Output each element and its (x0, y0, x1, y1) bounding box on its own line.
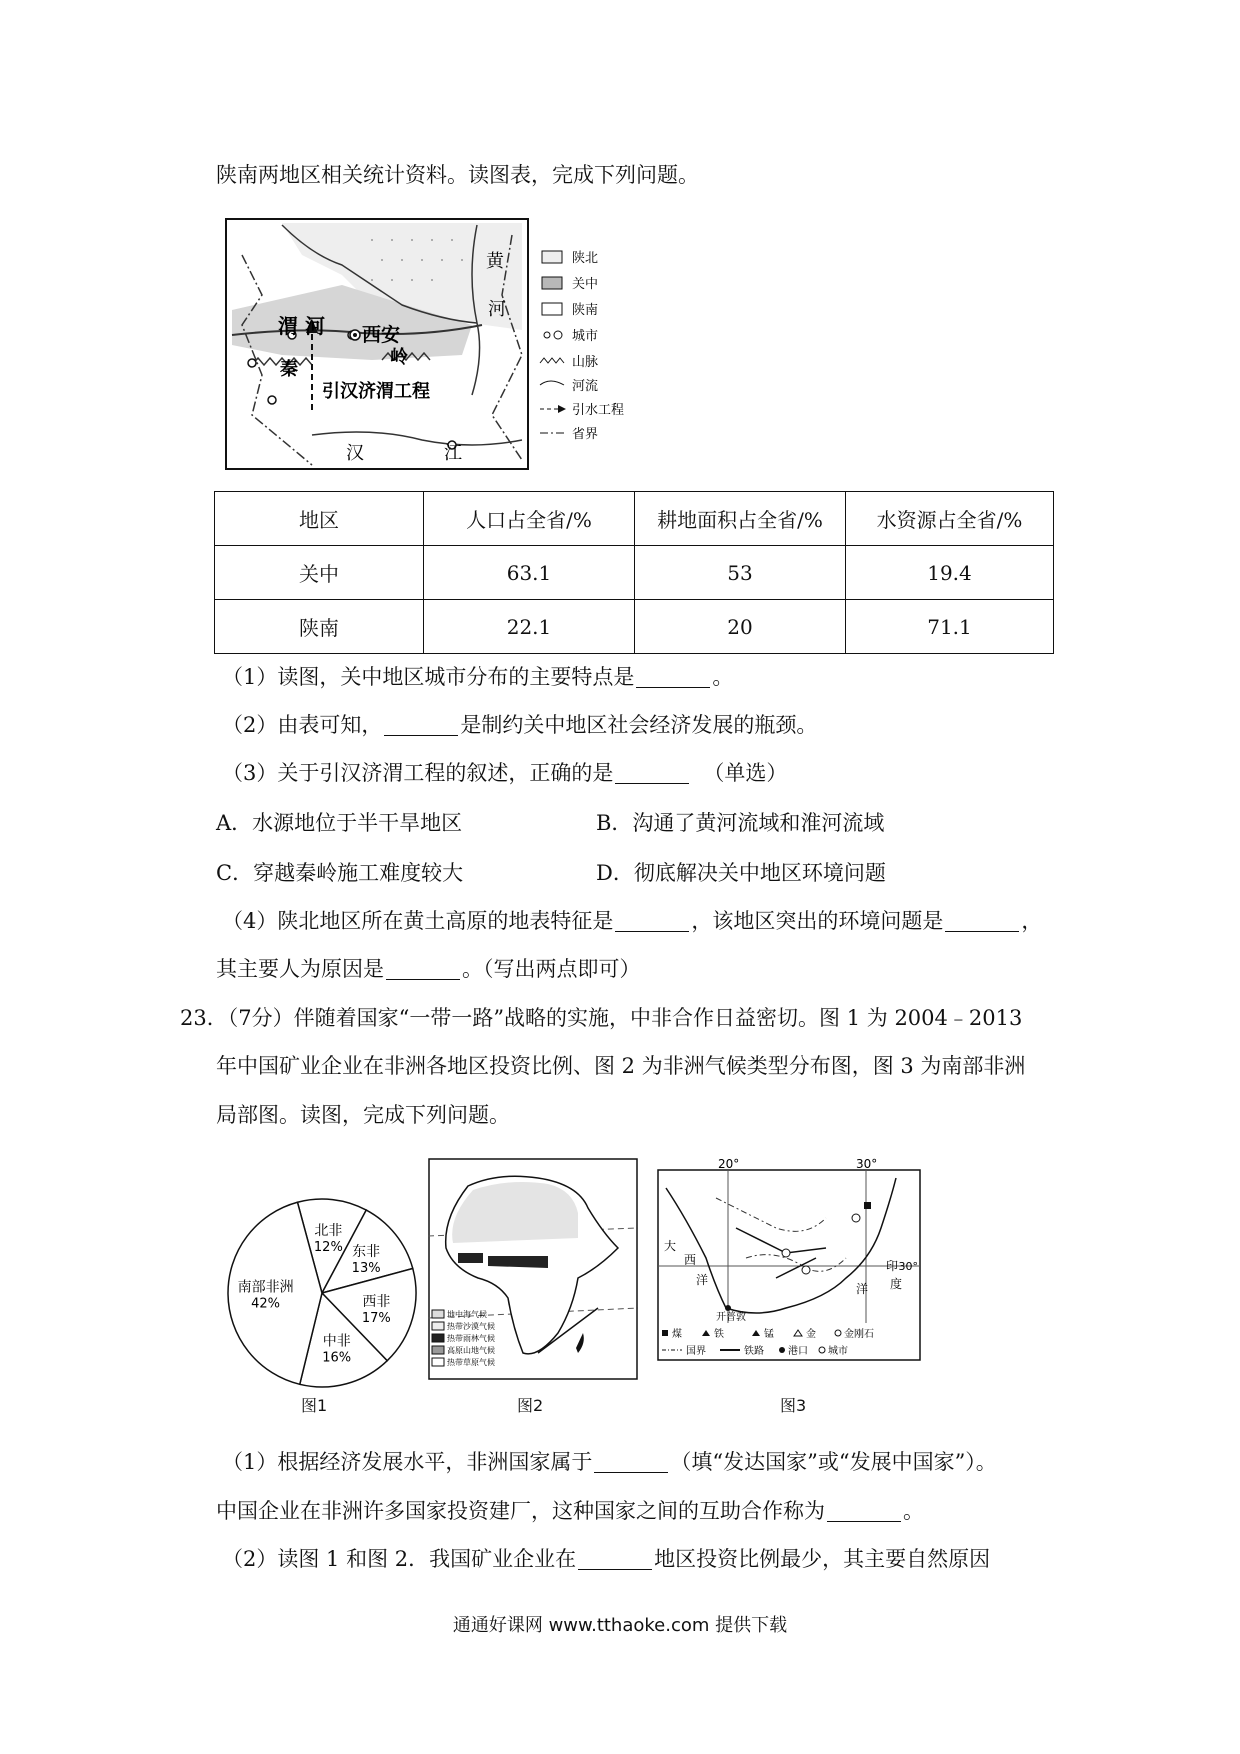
pie-value-label: 13% (351, 1260, 381, 1276)
q23-part2: （2）读图 1 和图 2．我国矿业企业在 地区投资比例最少，其主要自然原因 (222, 1547, 991, 1571)
q22-part2: （2）由表可知， 是制约关中地区社会经济发展的瓶颈。 (222, 713, 818, 737)
svg-text:铁: 铁 (714, 1329, 724, 1340)
svg-text:金: 金 (806, 1329, 816, 1340)
svg-text:城市: 城市 (828, 1346, 848, 1357)
fig1-pie (222, 1185, 422, 1415)
svg-text:热带雨林气候: 热带雨林气候 (447, 1334, 495, 1343)
table-row (215, 546, 1054, 600)
table-cell: 陕南 (215, 600, 424, 654)
pie-category-label: 东非 (352, 1243, 381, 1260)
svg-text:陕北: 陕北 (572, 251, 599, 266)
table-cell: 19.4 (846, 546, 1054, 600)
svg-text:开普敦: 开普敦 (716, 1312, 746, 1323)
svg-text:大: 大 (664, 1239, 677, 1253)
fig1-caption: 图1 (301, 1396, 328, 1415)
q23-stem-line3: 局部图。读图，完成下列问题。 (216, 1103, 510, 1127)
answer-blank[interactable] (615, 909, 689, 932)
pie-category-label: 北非 (314, 1222, 343, 1239)
pie-value-label: 16% (322, 1350, 352, 1366)
table-cell: 关中 (215, 546, 424, 600)
q23-stem-line2: 年中国矿业企业在非洲各地区投资比例、图 2 为非洲气候类型分布图，图 3 为南部非洲 (216, 1054, 1026, 1078)
stats-table (214, 491, 1054, 654)
svg-text:国界: 国界 (686, 1346, 706, 1357)
svg-text:汉: 汉 (346, 443, 364, 464)
shaanxi-map (222, 215, 642, 475)
table-cell: 63.1 (424, 546, 635, 600)
pie-category-label: 西非 (362, 1294, 391, 1311)
svg-text:热带草原气候: 热带草原气候 (447, 1358, 495, 1367)
svg-text:地中海气候: 地中海气候 (447, 1310, 487, 1319)
fig3-southern-africa-map (656, 1158, 922, 1373)
table-header-row (215, 492, 1054, 546)
q23-part1-cont: 中国企业在非洲许多国家投资建厂，这种国家之间的互助合作称为 。 (216, 1499, 924, 1523)
table-cell: 71.1 (846, 600, 1054, 654)
intro-line: 陕南两地区相关统计资料。读图表，完成下列问题。 (216, 163, 699, 187)
answer-blank[interactable] (578, 1547, 652, 1570)
table-header: 水资源占全省/% (846, 492, 1054, 546)
svg-text:锰: 锰 (764, 1329, 774, 1340)
svg-text:30°: 30° (856, 1158, 878, 1171)
fig2-caption: 图2 (517, 1396, 544, 1415)
fig2-legend (432, 1309, 495, 1367)
svg-text:秦: 秦 (280, 359, 298, 380)
table-header: 地区 (215, 492, 424, 546)
pie-value-label: 42% (251, 1296, 281, 1312)
answer-blank[interactable] (636, 665, 710, 688)
svg-text:高原山地气候: 高原山地气候 (447, 1346, 495, 1355)
q22-part4: （4）陕北地区所在黄土高原的地表特征是 ，该地区突出的环境问题是 ， (222, 909, 1043, 933)
pie-value-label: 12% (313, 1239, 343, 1255)
option-b[interactable]: B．沟通了黄河流域和淮河流域 (596, 811, 885, 835)
page-footer: 通通好课网 www.tthaoke.com 提供下载 (452, 1615, 788, 1636)
xian-label: 西安 (362, 324, 401, 346)
svg-text:煤: 煤 (672, 1329, 682, 1340)
svg-text:城市: 城市 (572, 329, 599, 344)
rainforest-zone (488, 1256, 548, 1268)
answer-blank[interactable] (827, 1499, 901, 1522)
table-header: 耕地面积占全省/% (635, 492, 846, 546)
svg-text:洋: 洋 (696, 1273, 709, 1287)
shaanxi-map-figure (222, 215, 642, 475)
table-header: 人口占全省/% (424, 492, 635, 546)
option-d[interactable]: D．彻底解决关中地区环境问题 (596, 861, 886, 885)
pie-category-label: 中非 (322, 1333, 351, 1350)
answer-blank[interactable] (594, 1450, 668, 1473)
q23-stem-line1: 23．（7分）伴随着国家“一带一路”战略的实施，中非合作日益密切。图 1 为 2004﹣2013 (180, 1006, 1023, 1030)
svg-text:关中: 关中 (572, 277, 599, 292)
q22-part1: （1）读图，关中地区城市分布的主要特点是 。 (222, 665, 734, 689)
svg-text:河流: 河流 (572, 379, 599, 394)
table-row (215, 600, 1054, 654)
svg-text:山脉: 山脉 (572, 355, 599, 370)
svg-text:岭: 岭 (390, 347, 408, 368)
fig2-africa-map (428, 1158, 638, 1380)
table-cell: 22.1 (424, 600, 635, 654)
pie-value-label: 17% (361, 1311, 391, 1327)
table-cell: 53 (635, 546, 846, 600)
answer-blank[interactable] (945, 909, 1019, 932)
svg-text:铁路: 铁路 (744, 1346, 764, 1357)
q22-part3: （3）关于引汉济渭工程的叙述，正确的是 （单选） (222, 761, 788, 785)
svg-text:港口: 港口 (788, 1346, 808, 1357)
svg-text:度: 度 (890, 1277, 903, 1291)
svg-text:金刚石: 金刚石 (844, 1329, 874, 1340)
svg-text:河: 河 (488, 299, 506, 320)
fig3-caption: 图3 (780, 1396, 807, 1415)
q22-part4-cont: 其主要人为原因是 。（写出两点即可） (216, 957, 641, 981)
answer-blank[interactable] (615, 761, 689, 784)
option-a[interactable]: A．水源地位于半干旱地区 (216, 811, 463, 835)
svg-text:黄: 黄 (486, 251, 504, 272)
option-c[interactable]: C．穿越秦岭施工难度较大 (216, 861, 464, 885)
pie-chart (222, 1185, 422, 1415)
svg-text:30°: 30° (898, 1260, 918, 1273)
map-legend (540, 250, 624, 442)
answer-blank[interactable] (384, 713, 458, 736)
svg-text:热带沙漠气候: 热带沙漠气候 (447, 1322, 495, 1331)
table-cell: 20 (635, 600, 846, 654)
svg-text:洋: 洋 (856, 1282, 869, 1296)
svg-text:陕南: 陕南 (572, 303, 599, 318)
svg-text:引水工程: 引水工程 (572, 403, 625, 418)
svg-text:省界: 省界 (572, 427, 599, 442)
q23-part1: （1）根据经济发展水平，非洲国家属于 （填“发达国家”或“发展中国家”）。 (222, 1450, 997, 1474)
svg-text:印: 印 (886, 1259, 899, 1273)
svg-text:西: 西 (684, 1253, 697, 1267)
wei-he-label: 渭 河 (278, 314, 325, 338)
svg-text:江: 江 (444, 443, 462, 464)
answer-blank[interactable] (386, 957, 460, 980)
pie-category-label: 南部非洲 (237, 1279, 294, 1296)
project-label: 引汉济渭工程 (322, 381, 430, 402)
svg-text:20°: 20° (718, 1158, 740, 1171)
